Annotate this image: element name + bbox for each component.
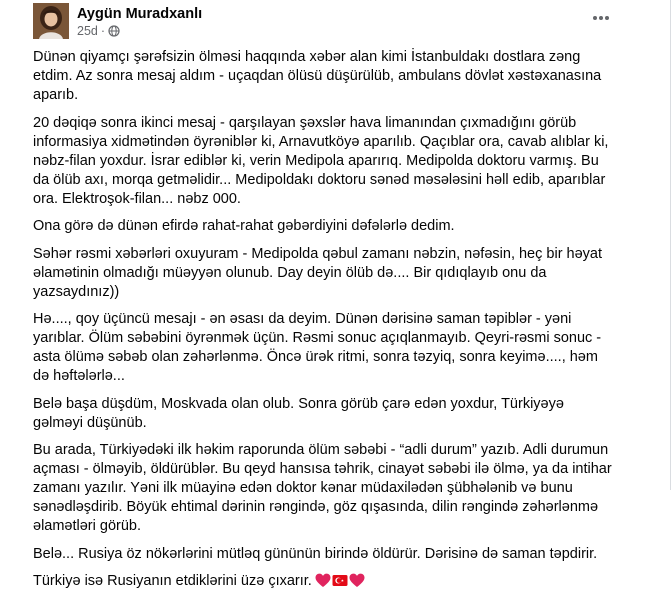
author-avatar[interactable]	[33, 3, 69, 39]
avatar-portrait-icon	[33, 3, 69, 39]
post-paragraph: Hə...., qoy üçüncü mesajı - ən əsası da deyim. Dünən dərisinə saman təpiblər - yəni yarıblar. Ölüm səbəbini öyrənmək üçün. Rəsmi sonuc açıqlanmayıb. Qeyri-rəsmi sonuc - asta ölümə səbəb olan zəhərlənmə. Öncə ürək ritmi, sonra təzyiq, sonra keyimə...., həm də həftələrlə...	[33, 311, 602, 384]
post-time[interactable]: 25d	[77, 24, 98, 38]
red-heart-icon	[349, 573, 365, 588]
more-options-button[interactable]	[587, 8, 615, 28]
post-body	[33, 48, 617, 600]
red-heart-icon	[315, 573, 331, 588]
last-paragraph-text: Türkiyə isə Rusiyanın etdiklərini üzə çıxarır.	[33, 573, 312, 589]
more-dots-icon	[592, 15, 610, 21]
separator-dot: ·	[100, 24, 106, 38]
post-paragraph: Bu arada, Türkiyədəki ilk həkim raporunda ölüm səbəbi - “adli durum” yazıb. Adli durumun açması - ölməyib, öldürüblər. Bu qeyd hansısa təhrik, cinayət səbəbi ilə ölmə, ya da intihar zamanı yazılır. Yəni ilk müayinə edən doktor kənar müdaxilədən şübhələnib və bunu sənədləşdirib. Böyük ehtimal dərinin rəngində, göz qışasında, dilin rəngində zəhərlənmə əlamətləri görüb.	[33, 442, 612, 534]
post-paragraph: Səhər rəsmi xəbərləri oxuyuram - Medipolda qəbul zamanı nəbzin, nəfəsin, heç bir həyat əlamətinin olmadığı müəyyən olunub. Day deyin ölüb də.... Bir qıdıqlayıb onu da yazsaydınız))	[33, 245, 603, 300]
globe-icon[interactable]	[108, 25, 120, 37]
emoji-group	[315, 573, 365, 588]
post-header	[33, 3, 621, 39]
post-paragraph: Belə başa düşdüm, Moskvada olan olub. Sonra görüb çarə edən yoxdur, Türkiyəyə gəlməyi düşünüb.	[33, 395, 564, 431]
post-paragraph-last	[33, 572, 617, 591]
author-name[interactable]: Aygün Muradxanlı	[77, 6, 203, 22]
post-paragraph: Ona görə də dünən efirdə rahat-rahat gəbərdiyini dəfələrlə dedim.	[33, 218, 455, 234]
post-paragraph: Dünən qiyamçı şərəfsizin ölməsi haqqında xəbər alan kimi İstanbuldakı dostlara zəng etdim. Az sonra mesaj aldım - uçaqdan ölüsü düşürülüb, ambulans dövlət xəstəxanasına aparıb.	[33, 49, 602, 103]
post-meta	[77, 24, 120, 38]
turkey-flag-icon	[332, 573, 348, 588]
post-paragraph: Belə... Rusiya öz nökərlərini mütləq gününün birində öldürür. Dərisinə də saman təpdirir.	[33, 545, 598, 562]
post-paragraph: 20 dəqiqə sonra ikinci mesaj - qarşılayan şəxslər hava limanından çıxmadığını görüb informasiya xidmətindən öyrəniblər ki, Arnavutköyə aparılıb. Qaçıblar ora, cavab alıblar ki, nəbz-filan yoxdur. İsrar ediblər ki, verin Medipola aparırıq. Medipolda doktoru varmış. Bu da ölüb axı, morqa getməlidir... Medipoldakı doktoru sənəd məsələsini həll edib, aparıblar ora. Elektroşok-filan... nəbz 000.	[33, 114, 609, 207]
